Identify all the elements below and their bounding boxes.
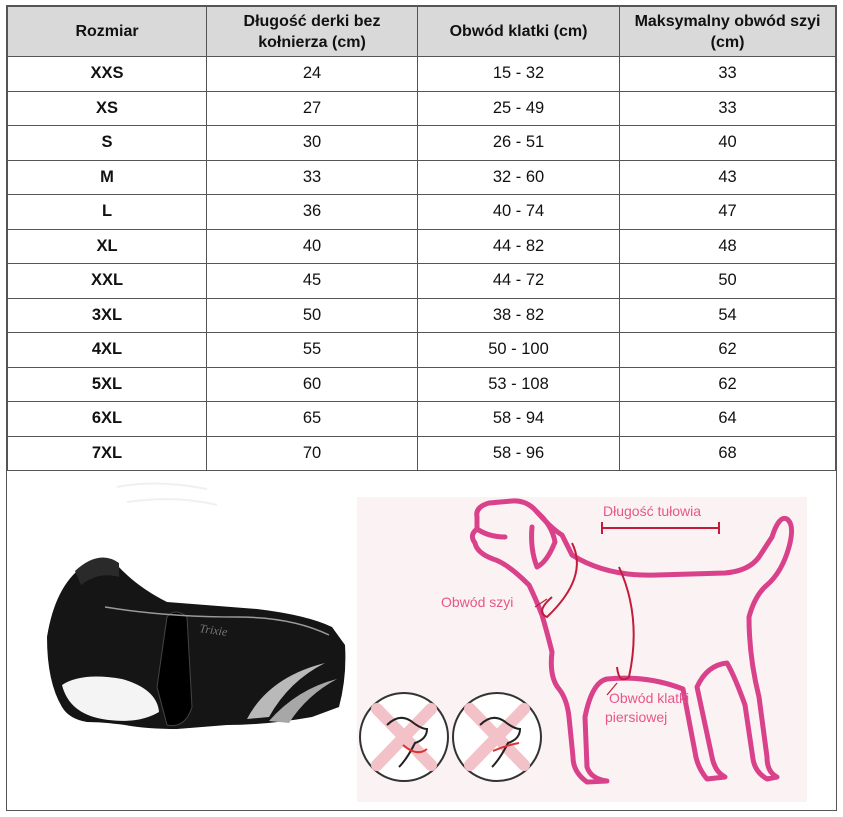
table-row [8, 57, 836, 92]
cell-size: M [8, 160, 207, 195]
cell-size: XL [8, 229, 207, 264]
header-chest: Obwód klatki (cm) [418, 7, 620, 57]
cell-neck: 33 [620, 91, 836, 126]
cell-chest: 38 - 82 [418, 298, 620, 333]
cell-coat-length: 30 [207, 126, 418, 161]
cell-chest: 40 - 74 [418, 195, 620, 230]
cell-size: 5XL [8, 367, 207, 402]
cell-coat-length: 45 [207, 264, 418, 299]
cell-size: 7XL [8, 436, 207, 471]
cell-coat-length: 60 [207, 367, 418, 402]
cell-neck: 33 [620, 57, 836, 92]
size-table [7, 6, 836, 471]
table-header-row [8, 7, 836, 57]
cell-coat-length: 70 [207, 436, 418, 471]
faint-background-marks [117, 483, 217, 505]
torso-length-label: Długość tułowia [603, 503, 702, 519]
coat-logo: Trixie [198, 621, 229, 639]
cell-size: 3XL [8, 298, 207, 333]
table-row [8, 126, 836, 161]
cell-neck: 47 [620, 195, 836, 230]
cell-coat-length: 24 [207, 57, 418, 92]
cell-neck: 50 [620, 264, 836, 299]
chest-circumference-label-1: Obwód klatki [609, 690, 690, 706]
cell-coat-length: 65 [207, 402, 418, 437]
table-row [8, 402, 836, 437]
cell-chest: 32 - 60 [418, 160, 620, 195]
table-row [8, 264, 836, 299]
cell-neck: 40 [620, 126, 836, 161]
header-neck [620, 7, 836, 57]
table-row [8, 91, 836, 126]
size-chart [6, 5, 837, 811]
cell-size: XXS [8, 57, 207, 92]
cell-chest: 15 - 32 [418, 57, 620, 92]
table-row [8, 367, 836, 402]
table-row [8, 229, 836, 264]
illustration-panel [7, 467, 836, 810]
dog-coat-image [47, 558, 345, 729]
cell-size: S [8, 126, 207, 161]
cell-neck: 54 [620, 298, 836, 333]
wrong-fit-example-1 [360, 693, 448, 781]
wrong-fit-example-2 [453, 693, 541, 781]
cell-coat-length: 50 [207, 298, 418, 333]
cell-coat-length: 40 [207, 229, 418, 264]
cell-neck: 68 [620, 436, 836, 471]
cell-chest: 44 - 72 [418, 264, 620, 299]
cell-size: XS [8, 91, 207, 126]
table-row [8, 160, 836, 195]
cell-neck: 62 [620, 367, 836, 402]
cell-size: XXL [8, 264, 207, 299]
cell-neck: 62 [620, 333, 836, 368]
header-neck-text: Maksymalny obwód szyi (cm) [634, 12, 821, 51]
cell-chest: 50 - 100 [418, 333, 620, 368]
cell-chest: 58 - 94 [418, 402, 620, 437]
cell-neck: 64 [620, 402, 836, 437]
cell-coat-length: 33 [207, 160, 418, 195]
table-body [8, 57, 836, 471]
header-size: Rozmiar [8, 7, 207, 57]
cell-size: 4XL [8, 333, 207, 368]
cell-coat-length: 55 [207, 333, 418, 368]
cell-neck: 48 [620, 229, 836, 264]
table-row [8, 195, 836, 230]
cell-coat-length: 36 [207, 195, 418, 230]
header-coat-length [207, 7, 418, 57]
cell-chest: 44 - 82 [418, 229, 620, 264]
table-row [8, 298, 836, 333]
neck-circumference-label: Obwód szyi [441, 594, 514, 610]
cell-chest: 26 - 51 [418, 126, 620, 161]
table-row [8, 436, 836, 471]
cell-size: L [8, 195, 207, 230]
cell-chest: 53 - 108 [418, 367, 620, 402]
header-coat-length-text: Długość derki bez kołnierza (cm) [243, 12, 381, 51]
cell-neck: 43 [620, 160, 836, 195]
cell-coat-length: 27 [207, 91, 418, 126]
chest-circumference-label-2: piersiowej [605, 709, 668, 725]
table-row [8, 333, 836, 368]
cell-chest: 25 - 49 [418, 91, 620, 126]
cell-size: 6XL [8, 402, 207, 437]
cell-chest: 58 - 96 [418, 436, 620, 471]
